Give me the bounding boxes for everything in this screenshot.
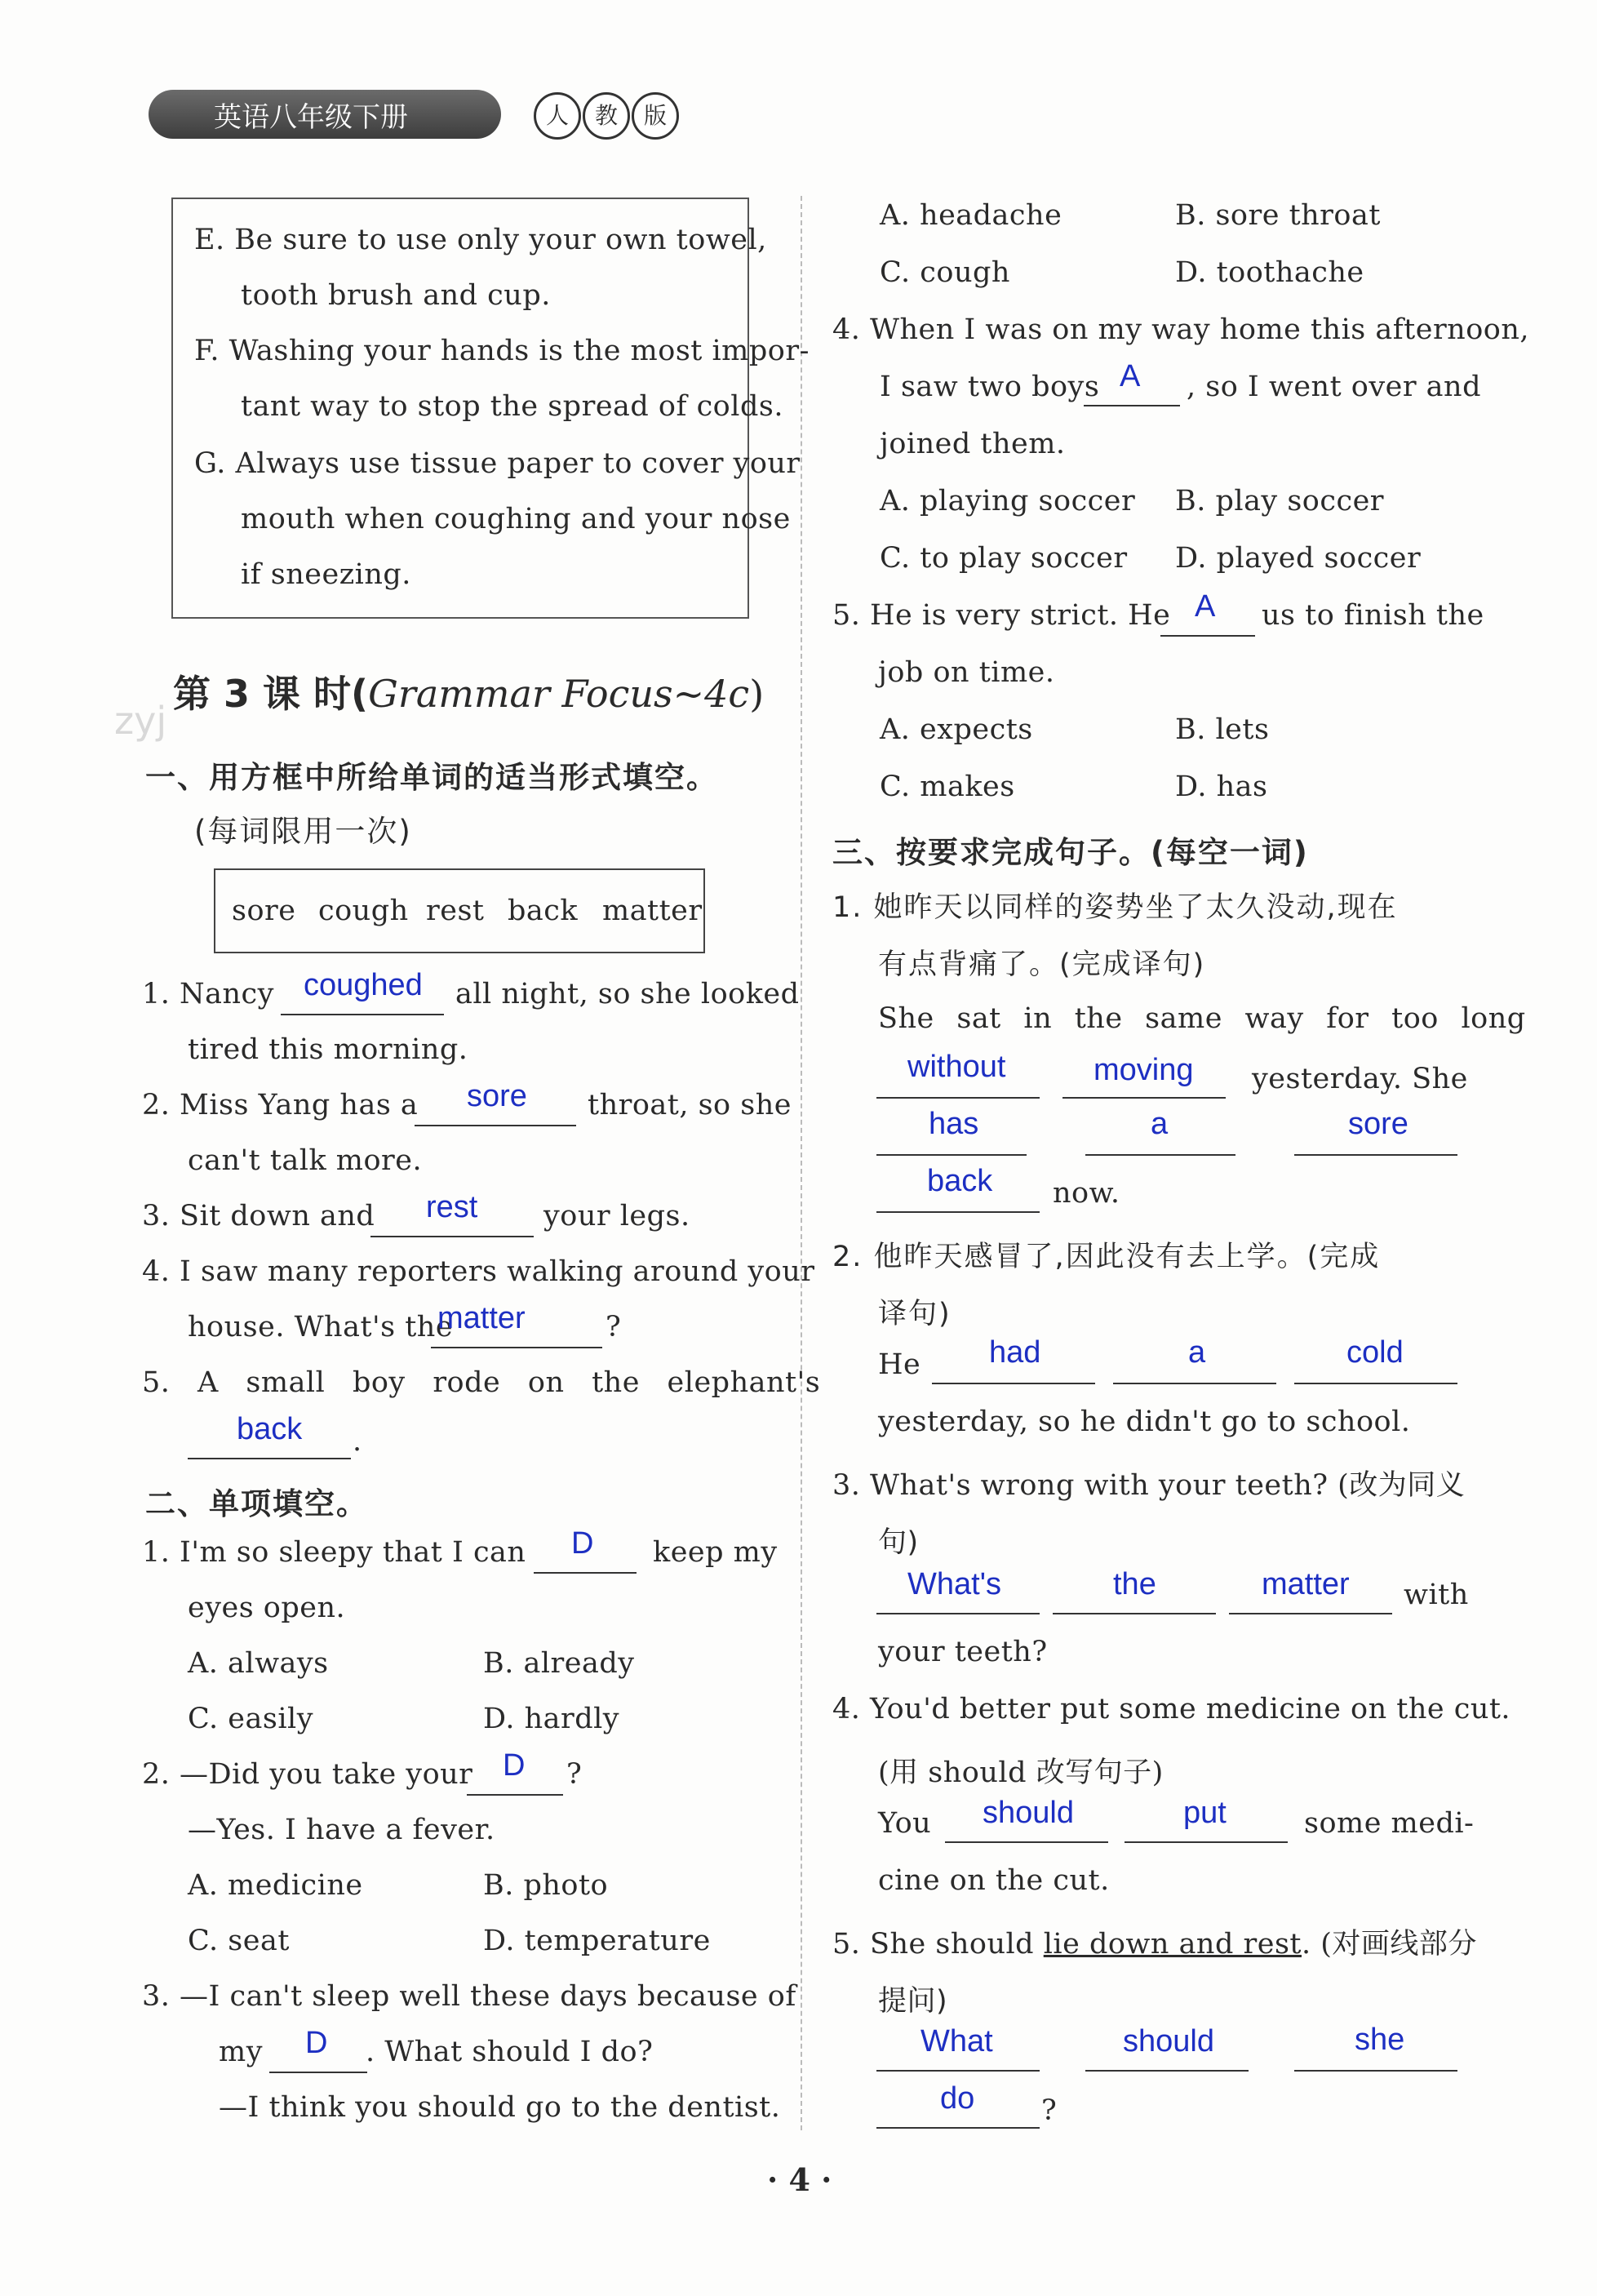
answer-text: back xyxy=(927,1164,993,1198)
answer-text: sore xyxy=(1348,1107,1408,1141)
edition-badge-char: 人 xyxy=(534,92,581,140)
question-text: He xyxy=(878,1348,921,1381)
answer-blank[interactable] xyxy=(269,2072,367,2073)
option[interactable]: D. has xyxy=(1175,771,1268,803)
answer-text: coughed xyxy=(304,968,423,1002)
question-text: 5. A small boy rode on the elephant's xyxy=(142,1366,821,1399)
tip-line: G. Always use tissue paper to cover your xyxy=(194,447,801,480)
answer-text: rest xyxy=(426,1190,478,1224)
word-item: cough xyxy=(318,895,409,927)
option[interactable]: B. play soccer xyxy=(1175,485,1385,517)
option[interactable]: D. temperature xyxy=(483,1925,711,1957)
question-text: job on time. xyxy=(878,656,1055,689)
option[interactable]: C. to play soccer xyxy=(880,542,1128,575)
edition-badge-char: 版 xyxy=(632,92,679,140)
option[interactable]: B. lets xyxy=(1175,713,1270,746)
answer-blank[interactable] xyxy=(1053,1613,1216,1614)
option[interactable]: C. makes xyxy=(880,771,1015,803)
question-text: yesterday, so he didn't go to school. xyxy=(878,1406,1411,1438)
question-text: your teeth? xyxy=(878,1636,1048,1668)
section-note: (每词限用一次) xyxy=(194,814,412,849)
question-text: 1. I'm so sleepy that I can xyxy=(142,1536,526,1569)
answer-text: has xyxy=(929,1107,979,1141)
answer-text: a xyxy=(1188,1335,1206,1370)
word-item: rest xyxy=(426,895,485,927)
question-text: with xyxy=(1404,1579,1469,1611)
answer-text: she xyxy=(1355,2023,1405,2057)
section-title: 二、单项填空。 xyxy=(145,1486,368,1521)
answer-text: the xyxy=(1113,1567,1156,1601)
question-text: . What should I do? xyxy=(366,2036,654,2068)
question-text: tired this morning. xyxy=(188,1033,468,1066)
answer-text: What's xyxy=(907,1567,1001,1601)
answer-text: should xyxy=(1123,2024,1214,2058)
question-text: 4. I saw many reporters walking around your xyxy=(142,1255,815,1288)
book-title: 英语八年级下册 xyxy=(214,101,408,134)
answer-blank[interactable] xyxy=(1062,1097,1226,1099)
question-text: eyes open. xyxy=(188,1592,346,1624)
question-text: yesterday. She xyxy=(1252,1063,1468,1095)
word-item: matter xyxy=(602,895,703,927)
question-text: 1. 她昨天以同样的姿势坐了太久没动,现在 xyxy=(832,891,1398,924)
page-number: · 4 · xyxy=(767,2161,832,2198)
answer-text: had xyxy=(989,1335,1041,1370)
question-text: us to finish the xyxy=(1262,599,1484,632)
option[interactable]: B. already xyxy=(483,1647,635,1680)
option[interactable]: C. cough xyxy=(880,256,1010,289)
question-text: 4. When I was on my way home this afternoon, xyxy=(832,313,1530,346)
lesson-heading: 第 3 课 时(Grammar Focus~4c) xyxy=(173,672,765,716)
answer-text: put xyxy=(1183,1796,1227,1830)
answer-text: cold xyxy=(1346,1335,1404,1370)
answer-blank[interactable] xyxy=(876,2127,1040,2129)
column-divider xyxy=(801,196,802,2130)
answer-text: back xyxy=(237,1412,303,1446)
question-text: You xyxy=(878,1807,932,1840)
question-text: , so I went over and xyxy=(1187,371,1481,403)
answer-blank[interactable] xyxy=(876,1211,1040,1213)
answer-blank[interactable] xyxy=(1113,1383,1276,1384)
answer-text: D xyxy=(503,1748,526,1783)
question-text: 1. Nancy xyxy=(142,978,274,1010)
answer-blank[interactable] xyxy=(876,1613,1040,1614)
answer-blank[interactable] xyxy=(1294,2070,1457,2072)
question-text: your legs. xyxy=(543,1200,690,1232)
answer-blank[interactable] xyxy=(1085,1154,1235,1156)
option[interactable]: A. medicine xyxy=(188,1869,363,1902)
answer-text: matter xyxy=(1262,1567,1350,1601)
option[interactable]: D. toothache xyxy=(1175,256,1364,289)
question-text: joined them. xyxy=(880,428,1066,460)
answer-blank[interactable] xyxy=(534,1572,637,1574)
answer-blank[interactable] xyxy=(467,1794,563,1796)
question-text: (用 should 改写句子) xyxy=(878,1756,1164,1789)
answer-text: sore xyxy=(467,1079,527,1113)
question-text: 2. —Did you take your xyxy=(142,1758,473,1791)
edition-badge-char: 教 xyxy=(583,92,630,140)
answer-blank[interactable] xyxy=(932,1383,1095,1384)
option[interactable]: B. sore throat xyxy=(1175,199,1381,232)
question-text: 译句) xyxy=(878,1298,952,1330)
question-text: 3. Sit down and xyxy=(142,1200,375,1232)
question-text: —Yes. I have a fever. xyxy=(188,1814,495,1846)
question-text: 2. Miss Yang has a xyxy=(142,1089,419,1121)
answer-blank[interactable] xyxy=(1294,1383,1457,1384)
answer-blank[interactable] xyxy=(1125,1841,1288,1843)
question-text: ? xyxy=(1041,2094,1058,2127)
answer-blank[interactable] xyxy=(281,1014,444,1015)
question-text: ? xyxy=(606,1311,622,1343)
option[interactable]: A. playing soccer xyxy=(880,485,1136,517)
question-text: throat, so she xyxy=(588,1089,792,1121)
answer-blank[interactable] xyxy=(945,1841,1108,1843)
question-text: 提问) xyxy=(878,1985,948,2018)
question-text: can't talk more. xyxy=(188,1144,423,1177)
option[interactable]: B. photo xyxy=(483,1869,609,1902)
question-text: house. What's the xyxy=(188,1311,454,1343)
option[interactable]: A. always xyxy=(188,1647,329,1680)
question-text: 3. —I can't sleep well these days because of xyxy=(142,1980,796,2013)
question-text: 3. What's wrong with your teeth? (改为同义 xyxy=(832,1469,1466,1502)
answer-blank[interactable] xyxy=(431,1347,602,1348)
tip-line: tooth brush and cup. xyxy=(241,279,551,312)
answer-text: D xyxy=(305,2026,328,2060)
section-title: 一、用方框中所给单词的适当形式填空。 xyxy=(145,760,718,795)
answer-blank[interactable] xyxy=(1294,1154,1457,1156)
answer-text: without xyxy=(907,1050,1006,1084)
option[interactable]: C. seat xyxy=(188,1925,290,1957)
answer-text: moving xyxy=(1094,1053,1194,1087)
tip-line: F. Washing your hands is the most impor- xyxy=(194,335,810,367)
question-text: 4. You'd better put some medicine on the cut. xyxy=(832,1693,1511,1725)
answer-text: A xyxy=(1195,589,1216,624)
question-text: I saw two boys xyxy=(880,371,1100,403)
question-text: 句) xyxy=(878,1526,919,1559)
question-text: cine on the cut. xyxy=(878,1864,1110,1897)
question-text: all night, so she looked xyxy=(455,978,800,1010)
answer-blank[interactable] xyxy=(415,1125,576,1126)
answer-blank[interactable] xyxy=(1229,1613,1392,1614)
question-text: 5. She should lie down and rest. (对画线部分 xyxy=(832,1928,1477,1961)
option[interactable]: A. expects xyxy=(880,713,1033,746)
watermark: zyj xyxy=(114,699,167,743)
question-text: some medi- xyxy=(1304,1807,1475,1840)
tip-line: mouth when coughing and your nose xyxy=(241,503,791,535)
word-item: back xyxy=(508,895,579,927)
answer-blank[interactable] xyxy=(876,1097,1040,1099)
answer-text: D xyxy=(571,1526,594,1561)
option[interactable]: A. headache xyxy=(880,199,1062,232)
question-text: now. xyxy=(1053,1177,1120,1210)
question-text: . xyxy=(353,1425,362,1458)
word-item: sore xyxy=(232,895,296,927)
answer-blank[interactable] xyxy=(188,1458,351,1459)
answer-text: do xyxy=(940,2081,975,2116)
answer-text: should xyxy=(983,1796,1074,1830)
question-text: —I think you should go to the dentist. xyxy=(219,2091,781,2124)
option[interactable]: C. easily xyxy=(188,1703,313,1735)
question-text: my xyxy=(219,2036,263,2068)
option[interactable]: D. played soccer xyxy=(1175,542,1422,575)
answer-text: a xyxy=(1151,1107,1169,1141)
question-text: 5. He is very strict. He xyxy=(832,599,1171,632)
tip-line: tant way to stop the spread of colds. xyxy=(241,390,783,423)
question-text: 2. 他昨天感冒了,因此没有去上学。(完成 xyxy=(832,1241,1381,1273)
section-title: 三、按要求完成句子。(每空一词) xyxy=(832,835,1309,870)
answer-blank[interactable] xyxy=(876,2070,1040,2072)
underlined-phrase: lie down and rest xyxy=(1043,1928,1302,1961)
answer-blank[interactable] xyxy=(1085,2070,1249,2072)
answer-blank[interactable] xyxy=(1160,635,1255,637)
answer-blank[interactable] xyxy=(876,1154,1027,1156)
question-text: keep my xyxy=(653,1536,778,1569)
answer-blank[interactable] xyxy=(370,1236,534,1237)
answer-text: matter xyxy=(437,1301,526,1335)
tip-line: E. Be sure to use only your own towel, xyxy=(194,224,767,256)
question-text: 有点背痛了。(完成译句) xyxy=(878,948,1206,981)
answer-text: What xyxy=(920,2024,993,2058)
answer-blank[interactable] xyxy=(1084,405,1180,406)
answer-text: A xyxy=(1120,359,1141,393)
tip-line: if sneezing. xyxy=(241,558,411,591)
question-text: She sat in the same way for too long xyxy=(878,1002,1526,1035)
option[interactable]: D. hardly xyxy=(483,1703,620,1735)
question-text: ? xyxy=(566,1758,583,1791)
